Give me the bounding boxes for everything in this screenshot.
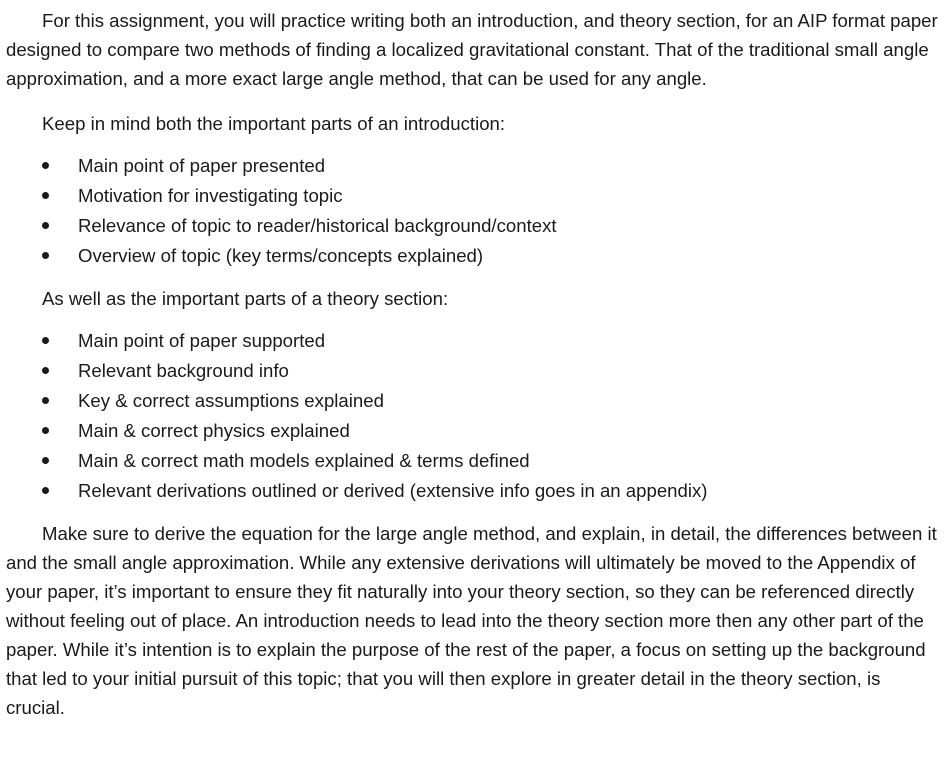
list-item-text: Main & correct math models explained & terms defined bbox=[78, 450, 530, 471]
list-item bbox=[6, 446, 941, 476]
list-item bbox=[6, 416, 941, 446]
bullet-icon bbox=[42, 397, 49, 404]
bullet-icon bbox=[42, 487, 49, 494]
list-item-text: Overview of topic (key terms/concepts explained) bbox=[78, 245, 484, 266]
bullet-icon bbox=[42, 162, 49, 169]
bullet-icon bbox=[42, 457, 49, 464]
bullet-icon bbox=[42, 252, 49, 259]
list-item-text: Main & correct physics explained bbox=[78, 420, 350, 441]
bullet-icon bbox=[42, 427, 49, 434]
list-item bbox=[6, 326, 941, 356]
list-item bbox=[6, 356, 941, 386]
list-item bbox=[6, 211, 941, 241]
list-item-text: Key & correct assumptions explained bbox=[78, 390, 384, 411]
list-item-text: Main point of paper presented bbox=[78, 155, 326, 176]
list-item-text: Main point of paper supported bbox=[78, 330, 326, 351]
bullet-icon bbox=[42, 222, 49, 229]
list-item-text: Motivation for investigating topic bbox=[78, 185, 343, 206]
intro-parts-list bbox=[6, 151, 941, 271]
bullet-icon bbox=[42, 337, 49, 344]
list-item bbox=[6, 181, 941, 211]
list-item-text: Relevance of topic to reader/historical background/context bbox=[78, 215, 557, 236]
intro-paragraph: For this assignment, you will practice writing both an introduction, and theory section, for an AIP format paper designed to compare two methods of finding a localized gravitational constant. That of the traditional small angle approximation, and a more exact large angle method, that can be used for any angle. bbox=[6, 10, 938, 89]
document-body bbox=[6, 6, 941, 722]
list-item bbox=[6, 241, 941, 271]
list-item bbox=[6, 476, 941, 506]
closing-paragraph: Make sure to derive the equation for the large angle method, and explain, in detail, the differences between it and the small angle approximation. While any extensive derivations will ultimately be moved to the Appendix of your paper, it’s important to ensure they fit naturally into your theory section, so they can be referenced directly without feeling out of place. An introduction needs to lead into the theory section more then any other part of the paper. While it’s intention is to explain the purpose of the rest of the paper, a focus on setting up the background that led to your initial pursuit of this topic; that you will then explore in greater detail in the theory section, is crucial. bbox=[6, 523, 937, 718]
bullet-icon bbox=[42, 192, 49, 199]
list-item-text: Relevant background info bbox=[78, 360, 289, 381]
intro-parts-heading: Keep in mind both the important parts of an introduction: bbox=[42, 113, 506, 134]
theory-parts-list bbox=[6, 326, 941, 506]
list-item bbox=[6, 386, 941, 416]
theory-parts-heading: As well as the important parts of a theory section: bbox=[42, 288, 449, 309]
list-item-text: Relevant derivations outlined or derived (extensive info goes in an appendix) bbox=[78, 480, 708, 501]
bullet-icon bbox=[42, 367, 49, 374]
list-item bbox=[6, 151, 941, 181]
